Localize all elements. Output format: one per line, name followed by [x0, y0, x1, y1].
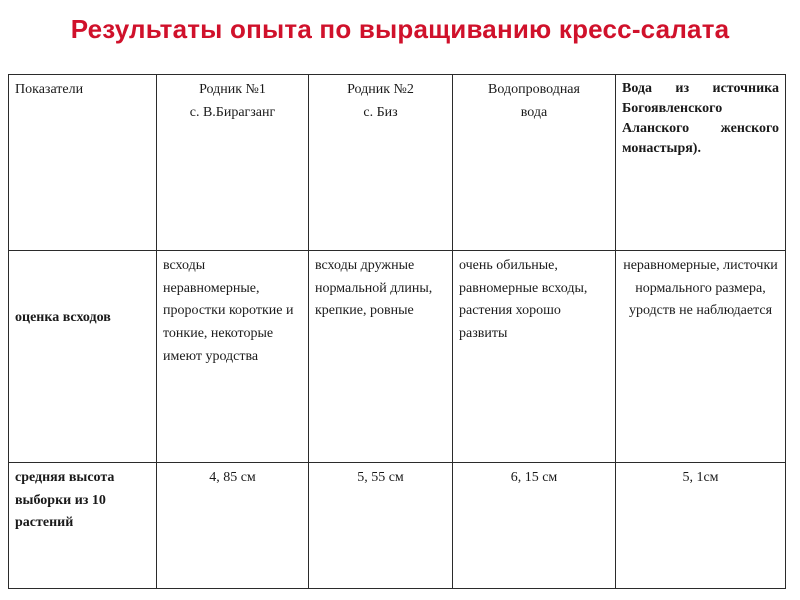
cell-shoots-spring-1: всходы неравномерные, проростки короткие и тонкие, некоторые имеют уродства [157, 251, 309, 463]
cell-shoots-tap-water: очень обильные, равномерные всходы, растения хорошо развиты [453, 251, 616, 463]
cell-height-spring-2: 5, 55 см [309, 463, 453, 589]
header-tap-water-line-1: Водопроводная [488, 82, 580, 97]
row-label-shoots: оценка всходов [9, 251, 157, 463]
header-spring-2-village: с. Биз [363, 104, 398, 120]
cell-height-monastery: 5, 1см [616, 463, 786, 589]
header-spring-2 [309, 75, 453, 251]
cell-shoots-monastery: неравномерные, листочки нормального размера, уродств не наблюдается [616, 251, 786, 463]
row-label-height: средняя высота выборки из 10 растений [9, 463, 157, 589]
header-monastery-water: Вода из источника Богоявленского Аланского женского монастыря). [616, 75, 786, 251]
slide-title: Результаты опыта по выращиванию кресс-салата [70, 14, 730, 44]
header-spring-2-name: Родник №2 [347, 82, 414, 97]
header-spring-1-name: Родник №1 [199, 82, 266, 97]
header-tap-water [453, 75, 616, 251]
table-row-shoots [9, 251, 786, 463]
table-row-height [9, 463, 786, 589]
header-spring-1-village: с. В.Бирагзанг [189, 104, 276, 120]
cell-shoots-spring-2: всходы дружные нормальной длины, крепкие, ровные [309, 251, 453, 463]
results-table [8, 74, 786, 589]
cell-height-tap-water: 6, 15 см [453, 463, 616, 589]
header-tap-water-line-2: вода [520, 104, 548, 120]
header-spring-1 [157, 75, 309, 251]
header-indicators: Показатели [9, 75, 157, 251]
cell-height-spring-1: 4, 85 см [157, 463, 309, 589]
table-header-row [9, 75, 786, 251]
